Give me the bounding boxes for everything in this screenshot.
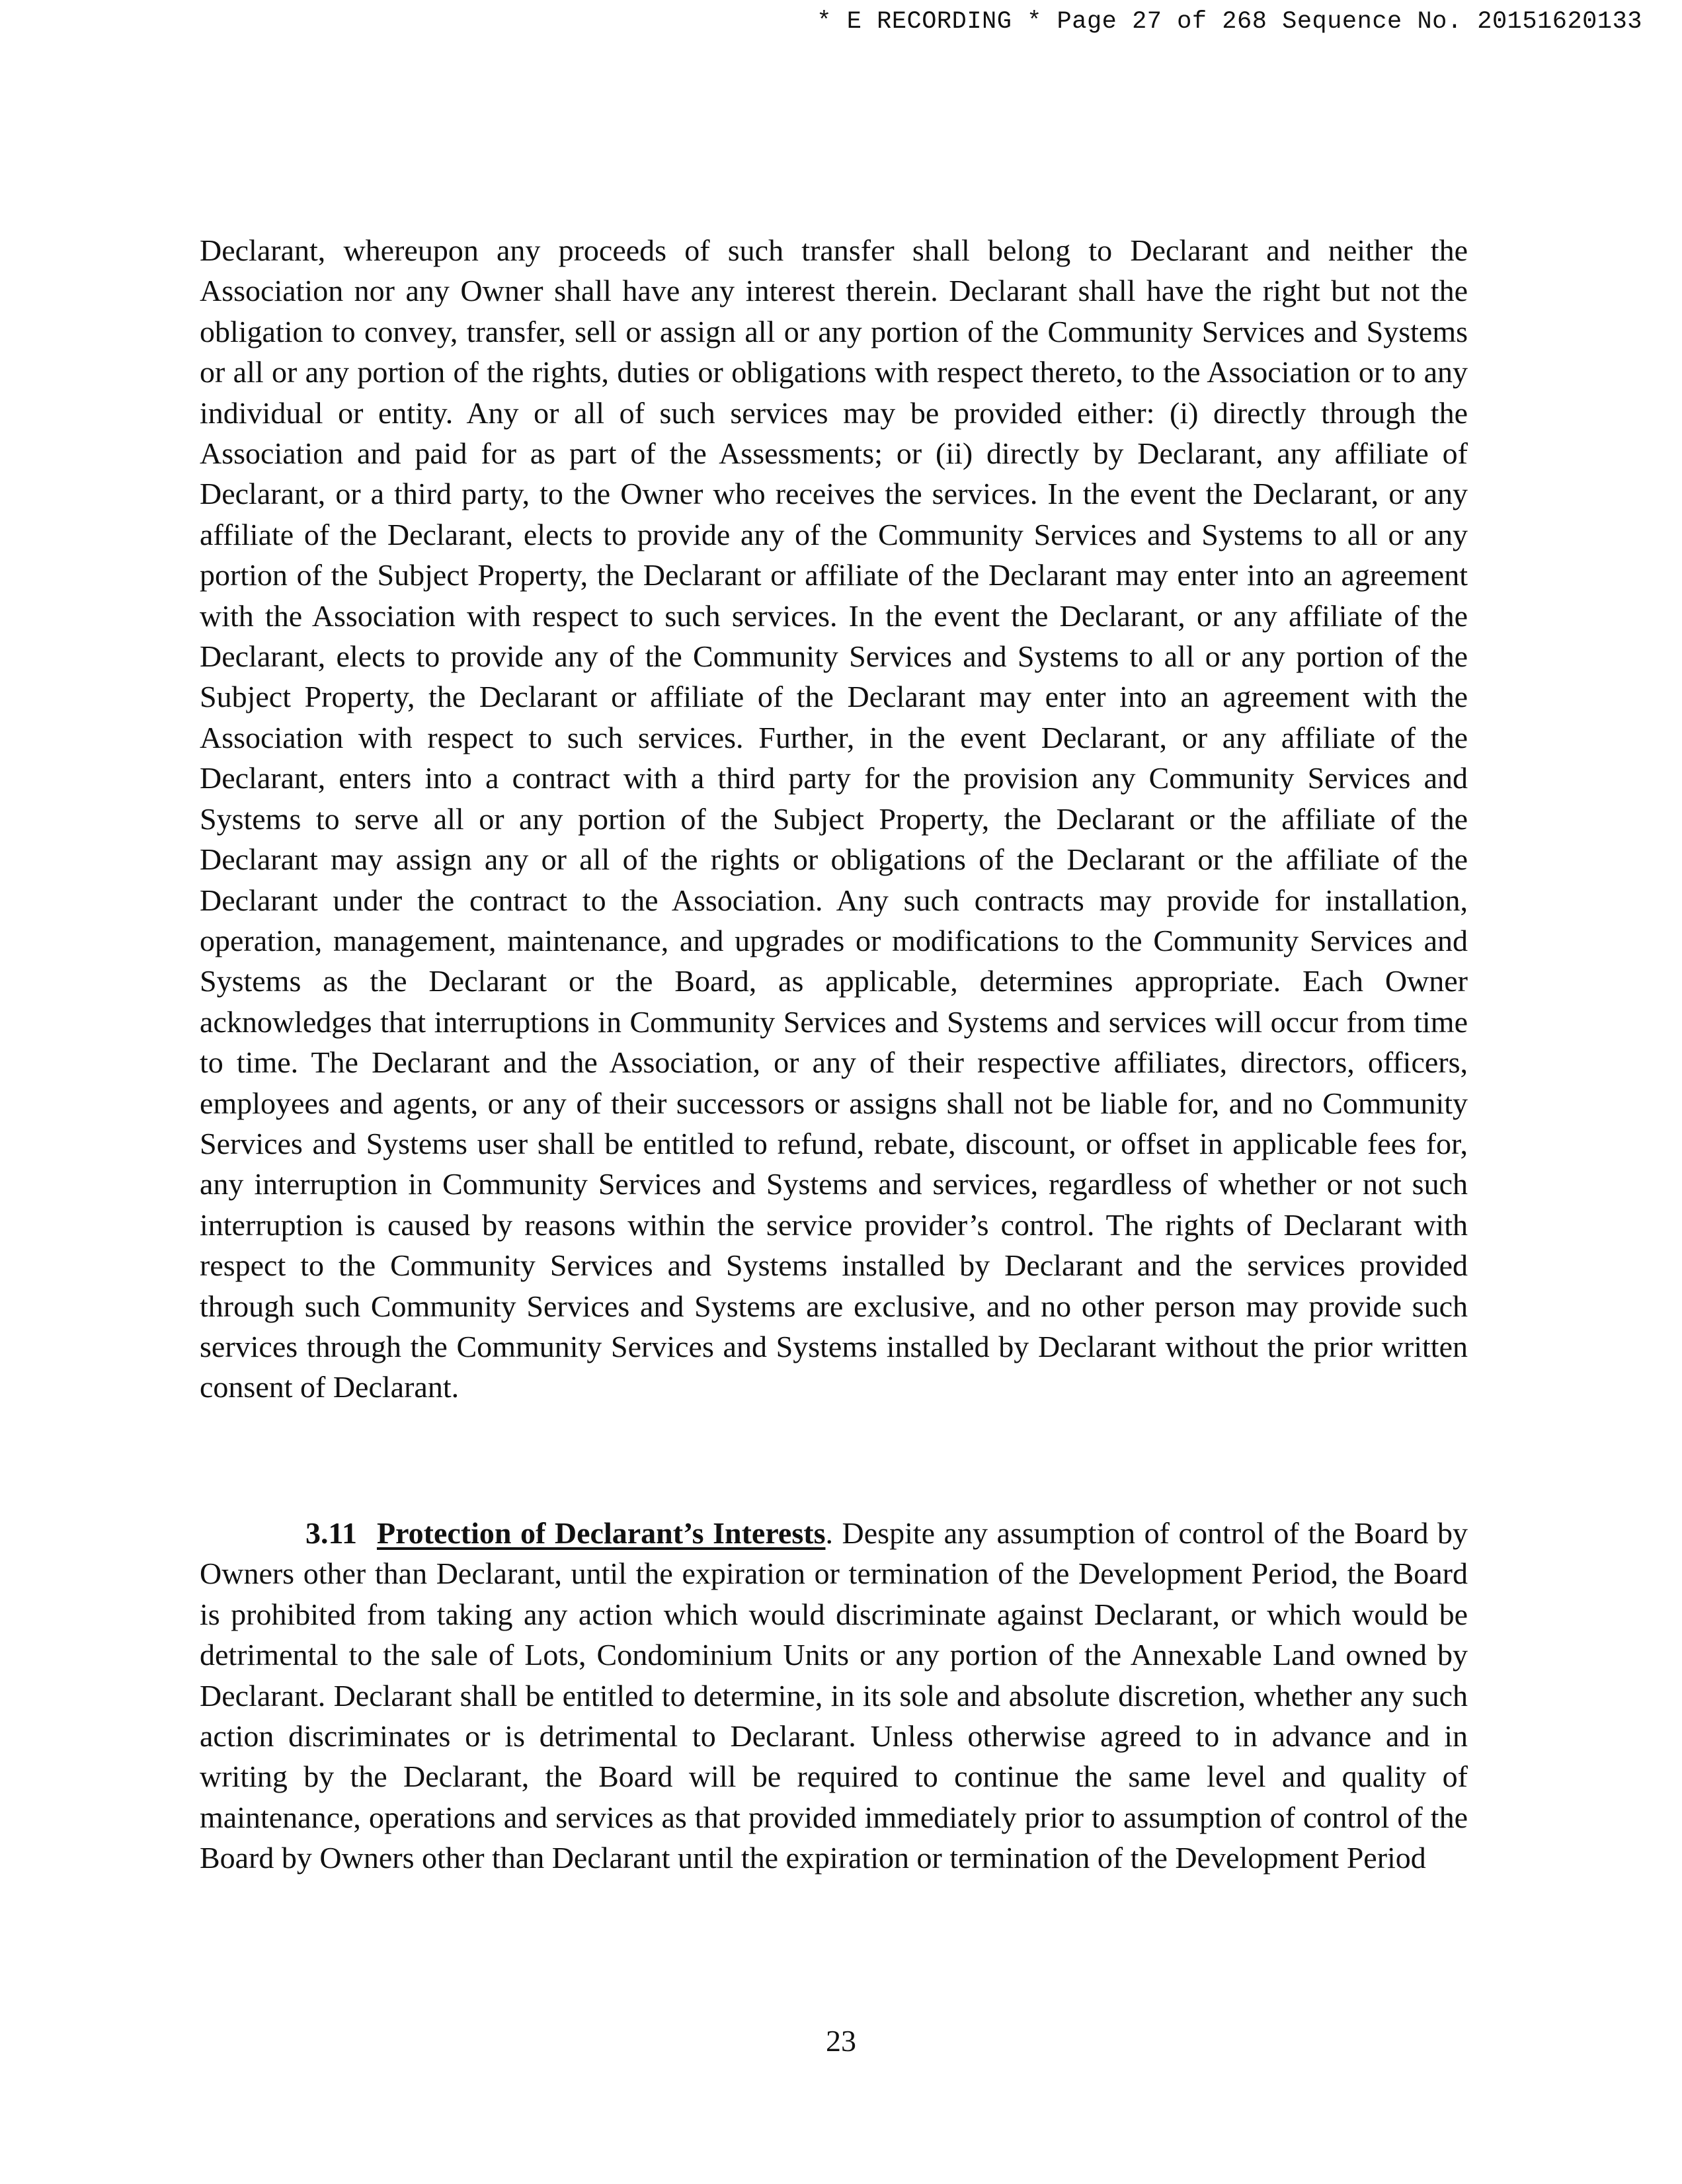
section-number: 3.11 [305,1516,357,1550]
section-title-punctuation: . [825,1516,833,1550]
section-3-11-paragraph [200,1513,1468,1879]
section-body-text: Despite any assumption of control of the Board by Owners other than Declarant, until the expiration or termination of the Development Period, the Board is prohibited from taking any action which would discriminate against Declarant, or which would be detrimental to the sale of Lots, Condominium Units or any portion of the Annexable Land owned by Declarant. Declarant shall be entitled to determine, in its sole and absolute discretion, whether any such action discriminates or is detrimental to Declarant. Unless otherwise agreed to in advance and in writing by the Declarant, the Board will be required to continue the same level and quality of maintenance, operations and services as that provided immediately prior to assumption of control of the Board by Owners other than Declarant until the expiration or termination of the Development Period [200,1516,1468,1875]
recording-header: * E RECORDING * Page 27 of 268 Sequence No. 20151620133 [817,8,1642,36]
page-number: 23 [826,2024,856,2058]
section-title: Protection of Declarant’s Interests [376,1516,826,1550]
body-paragraph-continuation: Declarant, whereupon any proceeds of such transfer shall belong to Declarant and neither the Association nor any Owner shall have any interest therein. Declarant shall have the right but not the obligation to convey, transfer, sell or assign all or any portion of the Community Services and Systems or all or any portion of the rights, duties or obligations with respect thereto, to the Association or to any individual or entity. Any or all of such services may be provided either: (i) directly through the Association and paid for as part of the Assessments; or (ii) directly by Declarant, any affiliate of Declarant, or a third party, to the Owner who receives the services. In the event the Declarant, or any affiliate of the Declarant, elects to provide any of the Community Services and Systems to all or any portion of the Subject Property, the Declarant or affiliate of the Declarant may enter into an agreement with the Association with respect to such services. In the event the Declarant, or any affiliate of the Declarant, elects to provide any of the Community Services and Systems to all or any portion of the Subject Property, the Declarant or affiliate of the Declarant may enter into an agreement with the Association with respect to such services. Further, in the event Declarant, or any affiliate of the Declarant, enters into a contract with a third party for the provision any Community Services and Systems to serve all or any portion of the Subject Property, the Declarant or the affiliate of the Declarant may assign any or all of the rights or obligations of the Declarant or the affiliate of the Declarant under the contract to the Association. Any such contracts may provide for installation, operation, management, maintenance, and upgrades or modifications to the Community Services and Systems as the Declarant or the Board, as applicable, determines appropriate. Each Owner acknowledges that interruptions in Community Services and Systems and services will occur from time to time. The Declarant and the Association, or any of their respective affiliates, directors, officers, employees and agents, or any of their successors or assigns shall not be liable for, and no Community Services and Systems user shall be entitled to refund, rebate, discount, or offset in applicable fees for, any interruption in Community Services and Systems and services, regardless of whether or not such interruption is caused by reasons within the service provider’s control. The rights of Declarant with respect to the Community Services and Systems installed by Declarant and the services provided through such Community Services and Systems are exclusive, and no other person may provide such services through the Community Services and Systems installed by Declarant without the prior written consent of Declarant. [200,233,1468,1404]
